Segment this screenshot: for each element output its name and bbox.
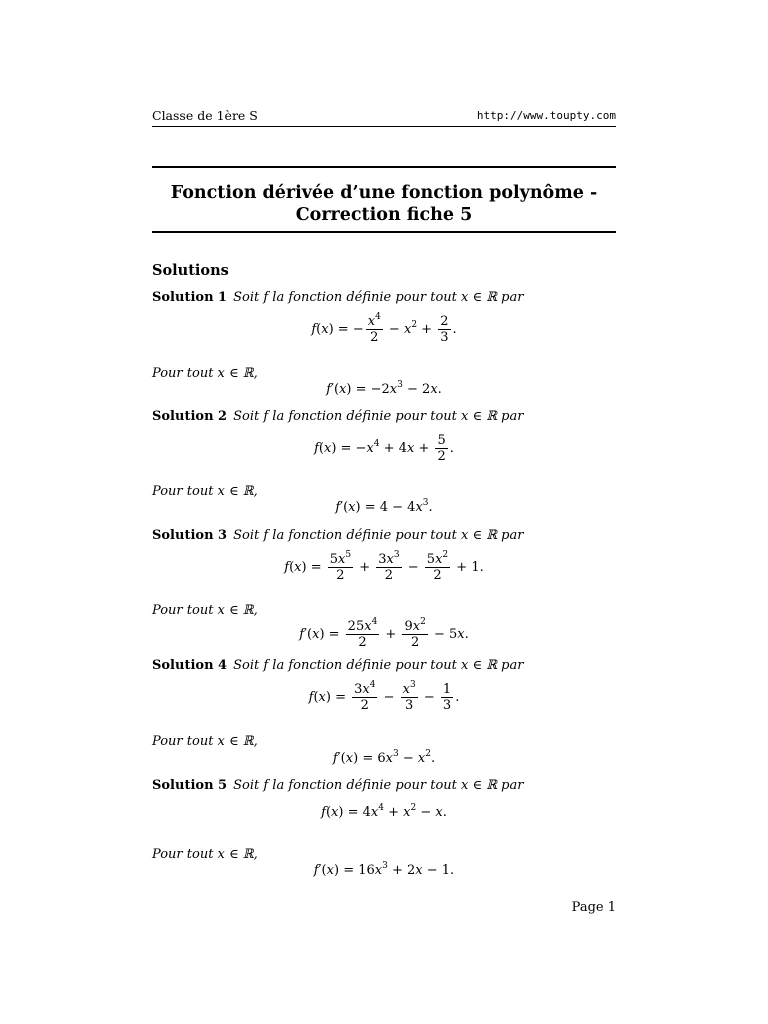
- solution-label: Solution 1: [152, 290, 228, 305]
- solution-4-function: f(x) = $\frac{3x^4}{2}$ − $\frac{x^3}{3}$ − $\frac{1}{3}$ .: [308, 680, 460, 713]
- solution-5-function: $f(x) = 4x^4 + x^2 - x$.: [321, 803, 447, 820]
- page-title: [152, 182, 616, 226]
- solution-label: Solution 4: [152, 658, 228, 673]
- solution-4-heading: [152, 658, 523, 673]
- solution-intro: Soit f la fonction définie pour tout x ∈ ℝ par: [233, 290, 524, 305]
- title-rule-bottom: [152, 231, 616, 233]
- pour-tout-label: Pour tout x ∈ ℝ,: [152, 734, 258, 749]
- solution-4-derivative: $f'(x) = 6x^3 - x^2$.: [332, 749, 436, 766]
- pour-tout-label: Pour tout x ∈ ℝ,: [152, 366, 258, 381]
- solution-2-function: $f(x) = -x^4 + 4x$ + $\frac{5}{2}$ .: [314, 433, 454, 464]
- solution-3-derivative: f′(x) = $\frac{25x^4}{2}$ + $\frac{9x^2}{2}$ − 5x.: [299, 617, 469, 650]
- pour-tout-label: Pour tout x ∈ ℝ,: [152, 847, 258, 862]
- solution-1-function: f(x) = − $\frac{x^4}{2}$ − $x^2$ + $\frac{2}{3}$ .: [311, 312, 457, 345]
- solution-2-derivative: $f'(x) = 4 - 4x^3$.: [335, 498, 433, 515]
- solution-intro: Soit f la fonction définie pour tout x ∈ ℝ par: [233, 658, 524, 673]
- header-url-link[interactable]: http://www.toupty.com: [476, 109, 616, 122]
- header-divider: [152, 126, 616, 127]
- solution-2-heading: [152, 409, 523, 424]
- title-line-1: Fonction dérivée d’une fonction polynôme -: [170, 183, 598, 203]
- title-line-2: Correction fiche 5: [295, 205, 473, 225]
- solution-3-function: f(x) = $\frac{5x^5}{2}$ + $\frac{3x^3}{2}$ − $\frac{5x^2}{2}$ + 1.: [284, 550, 484, 583]
- section-heading: Solutions: [152, 262, 229, 279]
- solution-label: Solution 2: [152, 409, 228, 424]
- page-number: Page 1: [571, 900, 616, 915]
- solution-5-derivative: $f'(x) = 16x^3 + 2x - 1$.: [313, 861, 455, 878]
- title-rule-top: [152, 166, 616, 168]
- header-class-label: Classe de 1ère S: [152, 108, 258, 123]
- solution-3-heading: [152, 528, 523, 543]
- pour-tout-label: Pour tout x ∈ ℝ,: [152, 603, 258, 618]
- solution-label: Solution 5: [152, 778, 228, 793]
- solution-label: Solution 3: [152, 528, 228, 543]
- solution-1-derivative: $f'(x) = -2x^3 - 2x$.: [326, 380, 442, 397]
- solution-intro: Soit f la fonction définie pour tout x ∈ ℝ par: [233, 778, 524, 793]
- solution-1-heading: [152, 290, 523, 305]
- solution-intro: Soit f la fonction définie pour tout x ∈ ℝ par: [233, 409, 524, 424]
- pour-tout-label: Pour tout x ∈ ℝ,: [152, 484, 258, 499]
- solution-5-heading: [152, 778, 523, 793]
- solution-intro: Soit f la fonction définie pour tout x ∈ ℝ par: [233, 528, 524, 543]
